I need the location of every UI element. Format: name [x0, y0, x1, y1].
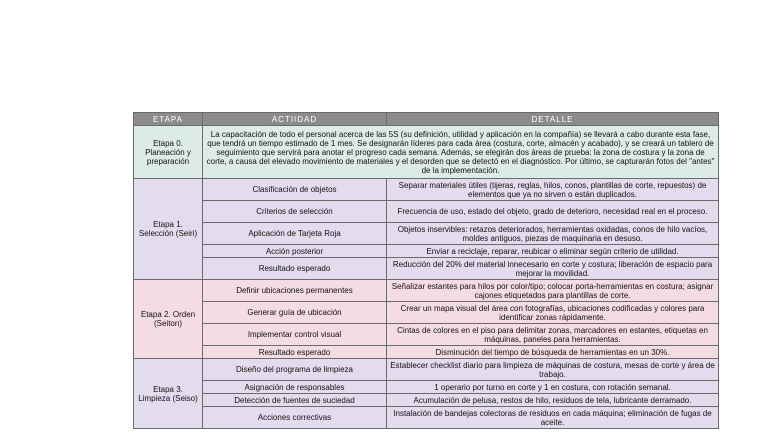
stage0-name: Etapa 0. Planeación y preparación: [134, 126, 203, 179]
detail-cell: Reducción del 20% del material innecesario en corte y costura; liberación de espacio para mejorar la movilidad.: [387, 258, 719, 280]
activity-cell: Resultado esperado: [203, 346, 387, 359]
stage2-name: Etapa 2. Orden (Seiton): [134, 280, 203, 359]
detail-cell: Acumulación de pelusa, restos de hilo, residuos de tela, lubricante derramado.: [387, 394, 719, 407]
header-actividad: ACTIIDAD: [203, 113, 387, 126]
detail-cell: Objetos inservibles: retazos deteriorados, herramientas oxidadas, conos de hilo vacíos, moldes antiguos, piezas de maquinaria en desuso.: [387, 223, 719, 245]
activity-cell: Clasificación de objetos: [203, 179, 387, 201]
table-row: [134, 394, 719, 407]
header-etapa: ETAPA: [134, 113, 203, 126]
activity-cell: Criterios de selección: [203, 201, 387, 223]
activity-cell: Definir ubicaciones permanentes: [203, 280, 387, 302]
table-row: [134, 179, 719, 201]
table-row: [134, 346, 719, 359]
table-row: [134, 201, 719, 223]
detail-cell: Separar materiales útiles (tijeras, reglas, hilos, conos, plantillas de corte, repuestos) de elementos que ya no sirven o están duplicados.: [387, 179, 719, 201]
implementation-table: [133, 112, 719, 429]
detail-cell: Disminución del tiempo de búsqueda de herramientas en un 30%.: [387, 346, 719, 359]
detail-cell: Instalación de bandejas colectoras de residuos en cada máquina; eliminación de fugas de aceite.: [387, 407, 719, 429]
activity-cell: Resultado esperado: [203, 258, 387, 280]
activity-cell: Implementar control visual: [203, 324, 387, 346]
activity-cell: Generar guía de ubicación: [203, 302, 387, 324]
table-row: [134, 258, 719, 280]
detail-cell: Establecer checklist diario para limpieza de máquinas de costura, mesas de corte y área de trabajo.: [387, 359, 719, 381]
header-row: [134, 113, 719, 126]
stage1-name: Etapa 1. Selección (Seiri): [134, 179, 203, 280]
detail-cell: 1 operario por turno en corte y 1 en costura, con rotación semanal.: [387, 381, 719, 394]
activity-cell: Detección de fuentes de suciedad: [203, 394, 387, 407]
detail-cell: Enviar a reciclaje, reparar, reubicar o eliminar según criterio de utilidad.: [387, 245, 719, 258]
table-row: [134, 381, 719, 394]
activity-cell: Diseño del programa de limpieza: [203, 359, 387, 381]
table-row: [134, 245, 719, 258]
table-row: [134, 223, 719, 245]
activity-cell: Acciones correctivas: [203, 407, 387, 429]
detail-cell: Frecuencia de uso, estado del objeto, grado de deterioro, necesidad real en el proceso.: [387, 201, 719, 223]
activity-cell: Acción posterior: [203, 245, 387, 258]
table-row: [134, 407, 719, 429]
stage3-name: Etapa 3. Limpieza (Seiso): [134, 359, 203, 429]
activity-cell: Aplicación de Tarjeta Roja: [203, 223, 387, 245]
stage0-detail: La capacitación de todo el personal acerca de las 5S (su definición, utilidad y aplicación en la compañía) se llevará a cabo durante esta fase, que tendrá un tiempo estimado de 1 mes. Se designarán líderes para cada área (costura, corte, almacén y acabado), y se creará un tablero de seguimiento que servirá para anotar el progreso cada semana. Además, se elegirán dos áreas de prueba: la zona de costura y la zona de corte, a causa del elevado movimiento de materiales y el desorden que se detectó en el diagnóstico. Por último, se capturarán fotos del "antes" de la implementación.: [203, 126, 719, 179]
table-row: [134, 359, 719, 381]
bottom-crop-fade: [0, 430, 784, 441]
detail-cell: Señalizar estantes para hilos por color/tipo; colocar porta-herramientas en costura; asignar cajones etiquetados para plantillas de corte.: [387, 280, 719, 302]
table-row: [134, 324, 719, 346]
detail-cell: Crear un mapa visual del área con fotografías, ubicaciones codificadas y colores para identificar zonas rápidamente.: [387, 302, 719, 324]
detail-cell: Cintas de colores en el piso para delimitar zonas, marcadores en estantes, etiquetas en máquinas, paneles para herramientas.: [387, 324, 719, 346]
stage0-row: [134, 126, 719, 179]
table-row: [134, 302, 719, 324]
activity-cell: Asignación de responsables: [203, 381, 387, 394]
header-detalle: DETALLE: [387, 113, 719, 126]
table-row: [134, 280, 719, 302]
